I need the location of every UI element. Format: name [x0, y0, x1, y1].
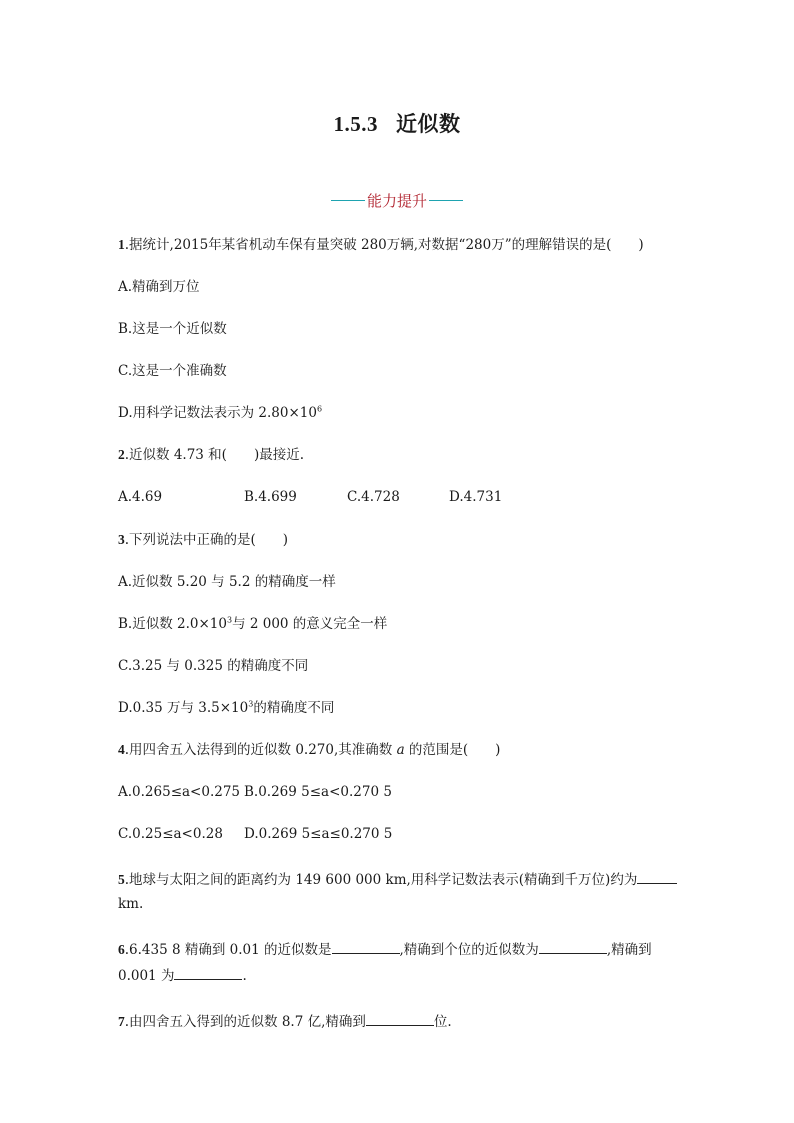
question-text: .由四舍五入得到的近似数 8.7 亿,精确到	[124, 1014, 366, 1030]
question-2-option-a: A.4.69	[118, 489, 163, 505]
question-7-stem	[118, 1011, 452, 1031]
question-text: 0.001 为	[118, 968, 175, 984]
question-4-option-c: C.0.25≤a<0.28	[118, 826, 223, 842]
question-5-stem	[118, 869, 677, 889]
question-text: .	[242, 968, 247, 984]
question-4-option-d: D.0.269 5≤a≤0.270 5	[244, 826, 393, 842]
exponent: 3	[226, 615, 233, 625]
question-text: ,精确到个位的近似数为	[399, 942, 539, 958]
question-1-option-d	[118, 404, 322, 422]
question-number: 3	[118, 532, 125, 547]
exponent: 6	[316, 404, 323, 414]
question-text: ,精确到	[606, 942, 652, 958]
heading-rule-right	[429, 200, 463, 201]
question-1-option-b: B.这是一个近似数	[118, 321, 227, 337]
option-text: D.0.35 万与 3.5×10	[118, 700, 249, 716]
question-3-option-d	[118, 699, 334, 717]
option-text: D.用科学记数法表示为 2.80×10	[118, 405, 317, 421]
exponent: 3	[248, 699, 254, 709]
question-text: .近似数 4.73 和( )最接近.	[124, 447, 305, 463]
question-text: 位.	[433, 1014, 452, 1030]
question-4-option-a: A.0.265≤a<0.275	[118, 784, 241, 800]
question-2-option-d: D.4.731	[449, 489, 503, 505]
question-4-option-b: B.0.269 5≤a<0.270 5	[244, 784, 392, 800]
question-2-option-c: C.4.728	[347, 489, 400, 505]
title-number: 1.5.3	[333, 112, 378, 136]
question-text: .地球与太阳之间的距离约为 149 600 000 km,用科学记数法表示(精确到千万位)约为	[124, 872, 638, 888]
answer-blank-3[interactable]	[174, 965, 242, 980]
question-6-stem	[118, 939, 652, 959]
question-text: .下列说法中正确的是( )	[124, 532, 289, 548]
section-heading	[0, 190, 794, 211]
option-text-tail: 与 2 000 的意义完全一样	[232, 616, 388, 632]
answer-blank[interactable]	[366, 1011, 434, 1026]
question-number: 1	[118, 237, 125, 252]
variable: a	[396, 742, 405, 758]
option-text: B.近似数 2.0×10	[118, 616, 227, 632]
question-3-option-c: C.3.25 与 0.325 的精确度不同	[118, 658, 309, 674]
question-3-option-a: A.近似数 5.20 与 5.2 的精确度一样	[118, 574, 336, 590]
question-number: 7	[118, 1014, 125, 1029]
question-text: .据统计,2015年某省机动车保有量突破 280万辆,对数据“280万”的理解错误的是( )	[124, 237, 644, 253]
question-6-continuation	[118, 965, 247, 985]
answer-blank-2[interactable]	[539, 939, 607, 954]
question-text-tail: 的范围是( )	[404, 742, 501, 758]
question-1-option-a: A.精确到万位	[118, 279, 200, 295]
question-1-stem	[118, 236, 644, 254]
question-3-stem	[118, 531, 288, 549]
answer-blank-1[interactable]	[332, 939, 400, 954]
question-3-option-b	[118, 615, 387, 633]
question-2-stem	[118, 446, 304, 464]
question-2-option-b: B.4.699	[244, 489, 297, 505]
question-number: 4	[118, 742, 125, 757]
heading-rule-left	[331, 200, 365, 201]
option-text-tail: 的精确度不同	[253, 700, 335, 716]
question-1-option-c: C.这是一个准确数	[118, 363, 227, 379]
question-number: 5	[118, 872, 125, 887]
question-text: .用四舍五入法得到的近似数 0.270,其准确数	[124, 742, 397, 758]
question-number: 2	[118, 447, 125, 462]
page-title	[0, 108, 794, 138]
question-text: .6.435 8 精确到 0.01 的近似数是	[124, 942, 332, 958]
question-5-tail: km.	[118, 896, 144, 912]
question-4-stem	[118, 741, 500, 759]
question-number: 6	[118, 942, 125, 957]
section-label: 能力提升	[366, 192, 427, 210]
answer-blank[interactable]	[637, 869, 677, 884]
title-text: 近似数	[396, 111, 461, 136]
